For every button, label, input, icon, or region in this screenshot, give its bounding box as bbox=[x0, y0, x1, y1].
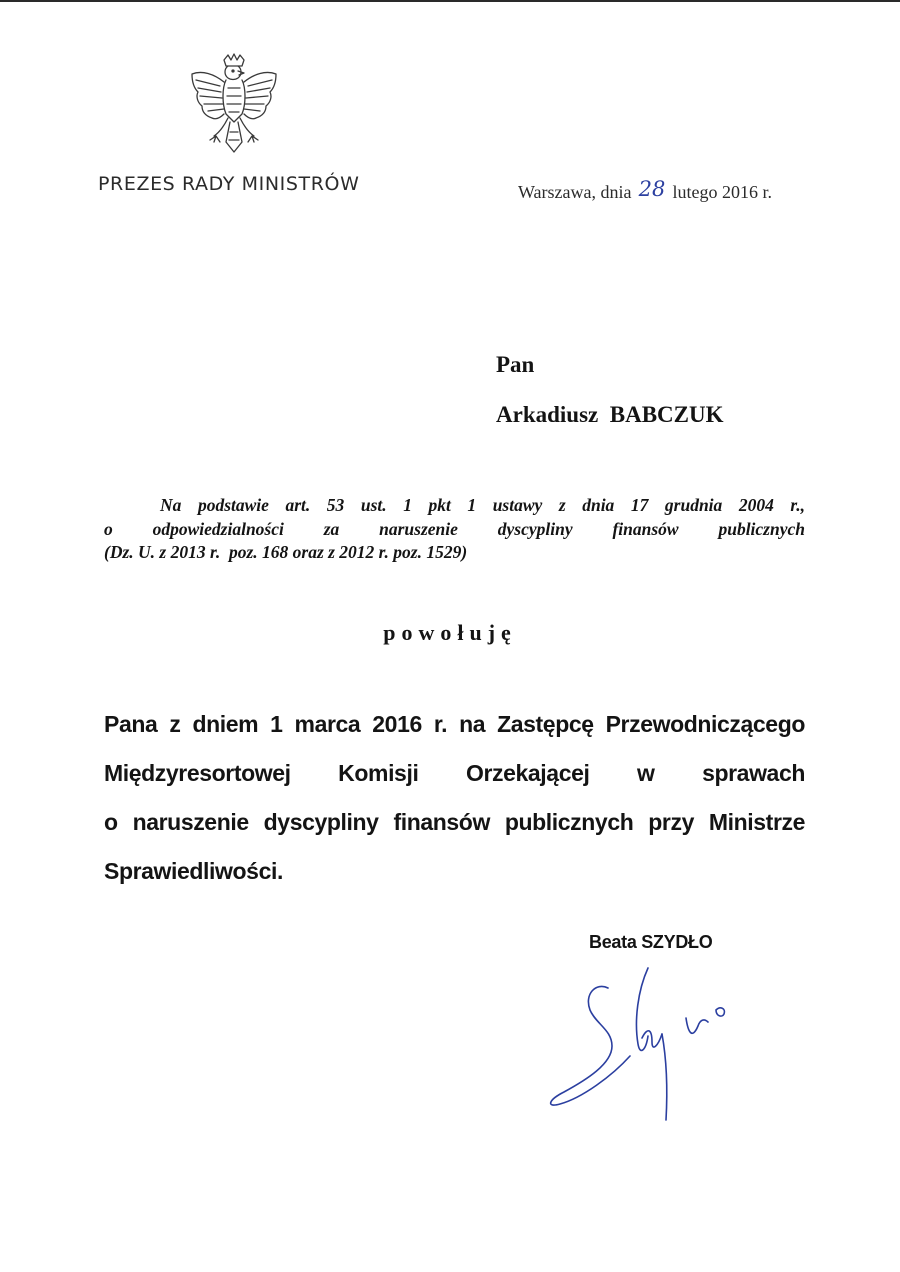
office-title: PREZES RADY MINISTRÓW bbox=[98, 173, 360, 195]
decision-line: Sprawiedliwości. bbox=[104, 858, 283, 884]
handwritten-signature bbox=[538, 960, 738, 1130]
decision-line: Międzyresortowej Komisji Orzekającej w sprawach bbox=[104, 760, 805, 786]
appointment-heading: powołuję bbox=[383, 620, 517, 645]
recipient-salutation: Pan bbox=[496, 352, 535, 377]
decision-line: Pana z dniem 1 marca 2016 r. na Zastępcę Przewodniczącego bbox=[104, 711, 805, 737]
legal-basis-line: Na podstawie art. 53 ust. 1 pkt 1 ustawy z dnia 17 grudnia 2004 r., bbox=[160, 495, 805, 515]
date-day-handwritten: 28 bbox=[638, 177, 666, 201]
recipient-name: Arkadiusz BABCZUK bbox=[496, 402, 724, 427]
signatory-name: Beata SZYDŁO bbox=[589, 932, 713, 952]
legal-basis-line: (Dz. U. z 2013 r. poz. 168 oraz z 2012 r. poz. 1529) bbox=[104, 542, 468, 562]
date-suffix: lutego 2016 r. bbox=[672, 182, 772, 202]
legal-basis-paragraph bbox=[104, 494, 805, 565]
white-eagle-emblem-icon bbox=[186, 52, 282, 156]
date-line bbox=[518, 179, 772, 203]
top-border-line bbox=[0, 0, 900, 2]
date-prefix: Warszawa, dnia bbox=[518, 182, 632, 202]
decision-line: o naruszenie dyscypliny finansów publicznych przy Ministrze bbox=[104, 809, 805, 835]
decision-paragraph bbox=[104, 700, 805, 896]
legal-basis-line: o odpowiedzialności za naruszenie dyscypliny finansów publicznych bbox=[104, 518, 805, 539]
